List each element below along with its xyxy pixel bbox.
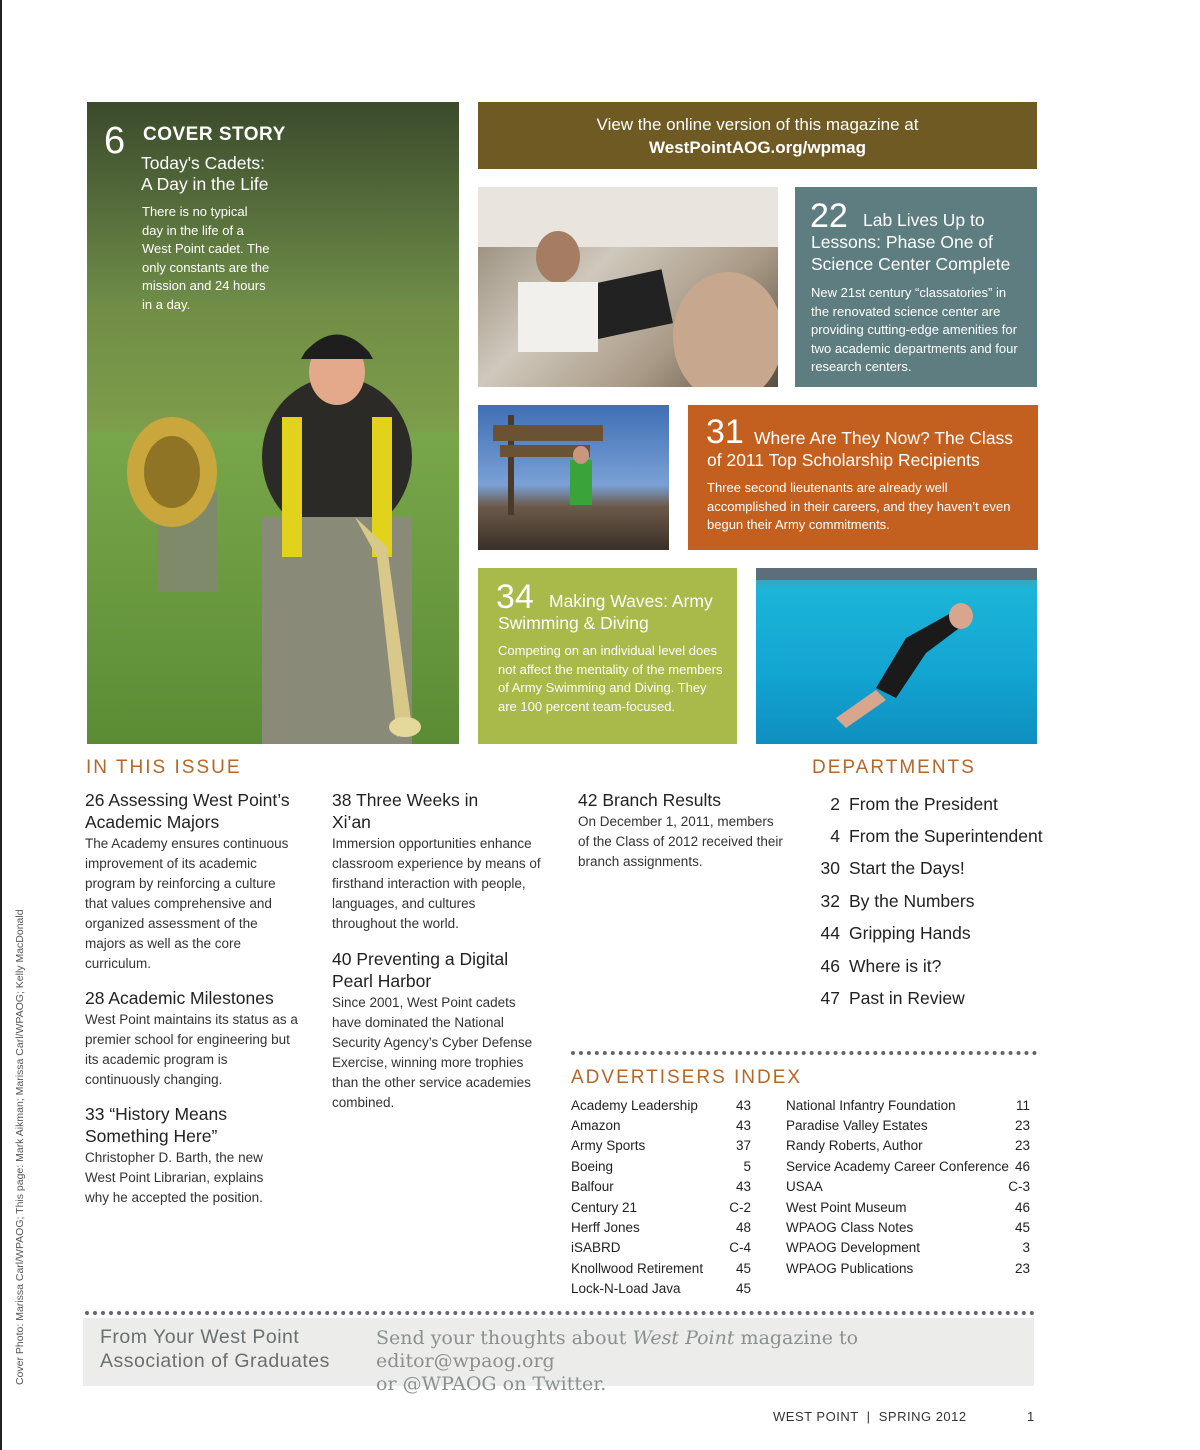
- feature-22-title: Lab Lives Up to Lessons: Phase One of Science Center Complete: [811, 210, 1011, 274]
- association-line1: From Your West Point: [100, 1326, 300, 1348]
- article-33[interactable]: [85, 1103, 285, 1208]
- department-item[interactable]: [808, 950, 1048, 982]
- advertiser-row[interactable]: [786, 1136, 1030, 1156]
- department-item[interactable]: [808, 885, 1048, 917]
- publication-footer: WEST POINT | SPRING 2012: [773, 1409, 967, 1424]
- feature-31-box[interactable]: [688, 405, 1038, 550]
- feature-22-box[interactable]: [795, 187, 1037, 387]
- advertiser-row[interactable]: [571, 1095, 751, 1115]
- photo-credit: Cover Photo: Marissa Carl/WPAOG; This page: Mark Aikman; Marissa Carl/WPAOG; Kelly MacDonald: [14, 909, 26, 1385]
- department-item[interactable]: [808, 788, 1048, 820]
- advertiser-row[interactable]: [571, 1197, 751, 1217]
- department-page: 4: [830, 826, 840, 847]
- advertiser-row[interactable]: [786, 1258, 1030, 1278]
- advertisers-index-heading: ADVERTISERS INDEX: [571, 1067, 803, 1088]
- advertiser-row[interactable]: [786, 1177, 1030, 1197]
- department-label: By the Numbers: [849, 890, 975, 911]
- advertiser-page: 23: [1014, 1138, 1030, 1154]
- department-page: 32: [820, 890, 840, 911]
- advertiser-row[interactable]: [786, 1238, 1030, 1258]
- advertiser-name: Boeing: [571, 1158, 614, 1174]
- article-40-title: 40 Preventing a Digital Pearl Harbor: [332, 949, 509, 991]
- tuba-illustration: [117, 392, 237, 592]
- advertiser-page: C-4: [729, 1240, 751, 1256]
- department-page: 30: [820, 858, 840, 879]
- advertiser-row[interactable]: [571, 1279, 751, 1299]
- department-page: 46: [820, 955, 840, 976]
- departments-list: [808, 788, 1048, 1015]
- article-42-title: 42 Branch Results: [578, 790, 721, 810]
- feedback-pre: Send your thoughts about: [376, 1327, 633, 1349]
- association-label: [100, 1325, 360, 1373]
- advertiser-row[interactable]: [786, 1197, 1030, 1217]
- feedback-magazine-name: West Point: [632, 1327, 735, 1349]
- advertiser-page: 43: [735, 1097, 751, 1113]
- advertiser-page: 45: [735, 1281, 751, 1297]
- feature-34-box[interactable]: [478, 568, 737, 744]
- article-33-title: 33 “History Means Something Here”: [85, 1104, 227, 1146]
- feedback-twitter[interactable]: or @WPAOG on Twitter.: [376, 1373, 607, 1395]
- cover-photo: [87, 102, 459, 744]
- dotted-divider: [571, 1051, 1037, 1055]
- advertiser-row[interactable]: [571, 1258, 751, 1278]
- department-item[interactable]: [808, 982, 1048, 1014]
- advertiser-name: USAA: [786, 1179, 823, 1195]
- cover-title-line1: Today's Cadets:: [141, 153, 265, 173]
- cover-story-title[interactable]: [141, 153, 341, 195]
- advertiser-page: 3: [1022, 1240, 1030, 1256]
- advertiser-name: Paradise Valley Estates: [786, 1118, 928, 1134]
- cadet-trumpet-illustration: [237, 317, 447, 744]
- advertiser-name: Herff Jones: [571, 1220, 640, 1236]
- department-label: Past in Review: [849, 988, 965, 1009]
- department-label: Gripping Hands: [849, 923, 971, 944]
- dotted-divider-footer: [85, 1311, 1035, 1315]
- feature-34-description: Competing on an individual level does not affect the mentality of the members of Army Swimming and Diving. They are 100 percent team-focused.: [498, 643, 723, 714]
- department-label: From the President: [849, 793, 998, 814]
- advertiser-page: 46: [1014, 1158, 1030, 1174]
- feature-22-description: New 21st century “classatories” in the renovated science center are providing cutting-edge amenities for two academic departments and four research centers.: [811, 285, 1018, 374]
- feature-34-title: Making Waves: Army Swimming & Diving: [498, 591, 713, 633]
- advertiser-page: 5: [743, 1158, 751, 1174]
- article-38-title: 38 Three Weeks in Xi’an: [332, 790, 479, 832]
- advertiser-name: Knollwood Retirement: [571, 1260, 704, 1276]
- department-item[interactable]: [808, 820, 1048, 852]
- article-40[interactable]: [332, 948, 537, 1113]
- advertiser-row[interactable]: [786, 1156, 1030, 1176]
- feedback-email[interactable]: magazine to editor@wpaog.org: [376, 1327, 859, 1372]
- advertiser-page: 43: [735, 1118, 751, 1134]
- advertiser-row[interactable]: [571, 1177, 751, 1197]
- science-lab-photo: [478, 187, 778, 387]
- advertiser-name: Randy Roberts, Author: [786, 1138, 923, 1154]
- article-28-title: 28 Academic Milestones: [85, 988, 274, 1008]
- page-number: 1: [1027, 1409, 1035, 1424]
- advertiser-page: C-3: [1008, 1179, 1030, 1195]
- advertiser-page: 37: [735, 1138, 751, 1154]
- advertiser-row[interactable]: [571, 1115, 751, 1135]
- advertiser-row[interactable]: [571, 1156, 751, 1176]
- advertisers-column-2: [786, 1095, 1030, 1279]
- online-banner-url[interactable]: WestPointAOG.org/wpmag: [649, 138, 866, 157]
- feature-31-number: 31: [706, 413, 744, 451]
- advertiser-page: 46: [1014, 1199, 1030, 1215]
- article-40-description: Since 2001, West Point cadets have dominated the National Security Agency’s Cyber Defense Exercise, winning more trophies than the other service academies combined.: [332, 995, 533, 1110]
- advertiser-row[interactable]: [571, 1238, 751, 1258]
- advertiser-name: iSABRD: [571, 1240, 621, 1256]
- advertiser-page: C-2: [729, 1199, 751, 1215]
- advertiser-row[interactable]: [786, 1217, 1030, 1237]
- association-line2: Association of Graduates: [100, 1350, 330, 1372]
- advertiser-name: Academy Leadership: [571, 1097, 698, 1113]
- department-label: Where is it?: [849, 955, 942, 976]
- feature-31-title: Where Are They Now? The Class of 2011 Top Scholarship Recipients: [707, 428, 1014, 470]
- department-label: From the Superintendent: [849, 826, 1043, 847]
- advertiser-name: Balfour: [571, 1179, 614, 1195]
- advertiser-name: WPAOG Publications: [786, 1260, 914, 1276]
- cover-story-label: COVER STORY: [143, 124, 286, 145]
- feature-34-number: 34: [496, 578, 534, 616]
- article-38[interactable]: [332, 789, 542, 934]
- advertiser-name: Army Sports: [571, 1138, 646, 1154]
- article-26[interactable]: [85, 789, 300, 974]
- diver-photo: [756, 568, 1037, 744]
- advertiser-name: National Infantry Foundation: [786, 1097, 956, 1113]
- advertiser-row[interactable]: [571, 1217, 751, 1237]
- advertiser-name: Service Academy Career Conference: [786, 1158, 1009, 1174]
- article-42-description: On December 1, 2011, members of the Class of 2012 received their branch assignments.: [578, 814, 783, 869]
- summit-photo: [478, 405, 669, 550]
- advertiser-name: Century 21: [571, 1199, 638, 1215]
- advertiser-page: 11: [1015, 1097, 1030, 1113]
- department-page: 2: [830, 793, 840, 814]
- advertiser-name: Lock-N-Load Java: [571, 1281, 681, 1297]
- advertiser-page: 45: [1014, 1220, 1030, 1236]
- article-28-description: West Point maintains its status as a premier school for engineering but its academic program is continuously changing.: [85, 1012, 298, 1087]
- department-label: Start the Days!: [849, 858, 965, 879]
- cover-page-number: 6: [104, 120, 126, 162]
- online-banner-text: View the online version of this magazine at: [596, 115, 919, 134]
- feature-31-description: Three second lieutenants are already well accomplished in their careers, and they haven’t even begun their Army commitments.: [707, 480, 1011, 532]
- advertiser-page: 43: [735, 1179, 751, 1195]
- article-42[interactable]: [578, 789, 788, 872]
- article-26-description: The Academy ensures continuous improvement of its academic program by reinforcing a culture that values comprehensive and organized assessment of the majors as well as the core curriculum.: [85, 836, 289, 971]
- advertiser-name: WPAOG Development: [786, 1240, 921, 1256]
- advertiser-row[interactable]: [786, 1115, 1030, 1135]
- online-version-banner[interactable]: [478, 102, 1037, 169]
- advertiser-name: Amazon: [571, 1118, 621, 1134]
- departments-heading: DEPARTMENTS: [812, 757, 976, 778]
- department-page: 47: [820, 988, 840, 1009]
- article-26-title: 26 Assessing West Point’s Academic Majors: [85, 790, 290, 832]
- advertiser-row[interactable]: [571, 1136, 751, 1156]
- advertisers-column-1: [571, 1095, 751, 1299]
- feedback-message: [376, 1327, 1026, 1396]
- advertiser-page: 45: [735, 1260, 751, 1276]
- department-item[interactable]: [808, 918, 1048, 950]
- advertiser-name: West Point Museum: [786, 1199, 907, 1215]
- advertiser-name: WPAOG Class Notes: [786, 1220, 914, 1236]
- department-page: 44: [820, 923, 840, 944]
- advertiser-page: 23: [1014, 1118, 1030, 1134]
- in-this-issue-heading: IN THIS ISSUE: [86, 757, 242, 778]
- article-38-description: Immersion opportunities enhance classroom experience by means of firsthand interaction with people, languages, and cultures throughout the world.: [332, 836, 541, 931]
- cover-title-line2: A Day in the Life: [141, 174, 269, 194]
- department-item[interactable]: [808, 853, 1048, 885]
- feature-22-number: 22: [810, 197, 848, 235]
- advertiser-page: 48: [735, 1220, 751, 1236]
- advertiser-page: 23: [1014, 1260, 1030, 1276]
- article-33-description: Christopher D. Barth, the new West Point Librarian, explains why he accepted the position.: [85, 1150, 264, 1205]
- cover-story-description: There is no typical day in the life of a West Point cadet. The only constants are the mission and 24 hours in a day.: [142, 204, 270, 312]
- advertiser-row[interactable]: [786, 1095, 1030, 1115]
- article-28[interactable]: [85, 987, 300, 1090]
